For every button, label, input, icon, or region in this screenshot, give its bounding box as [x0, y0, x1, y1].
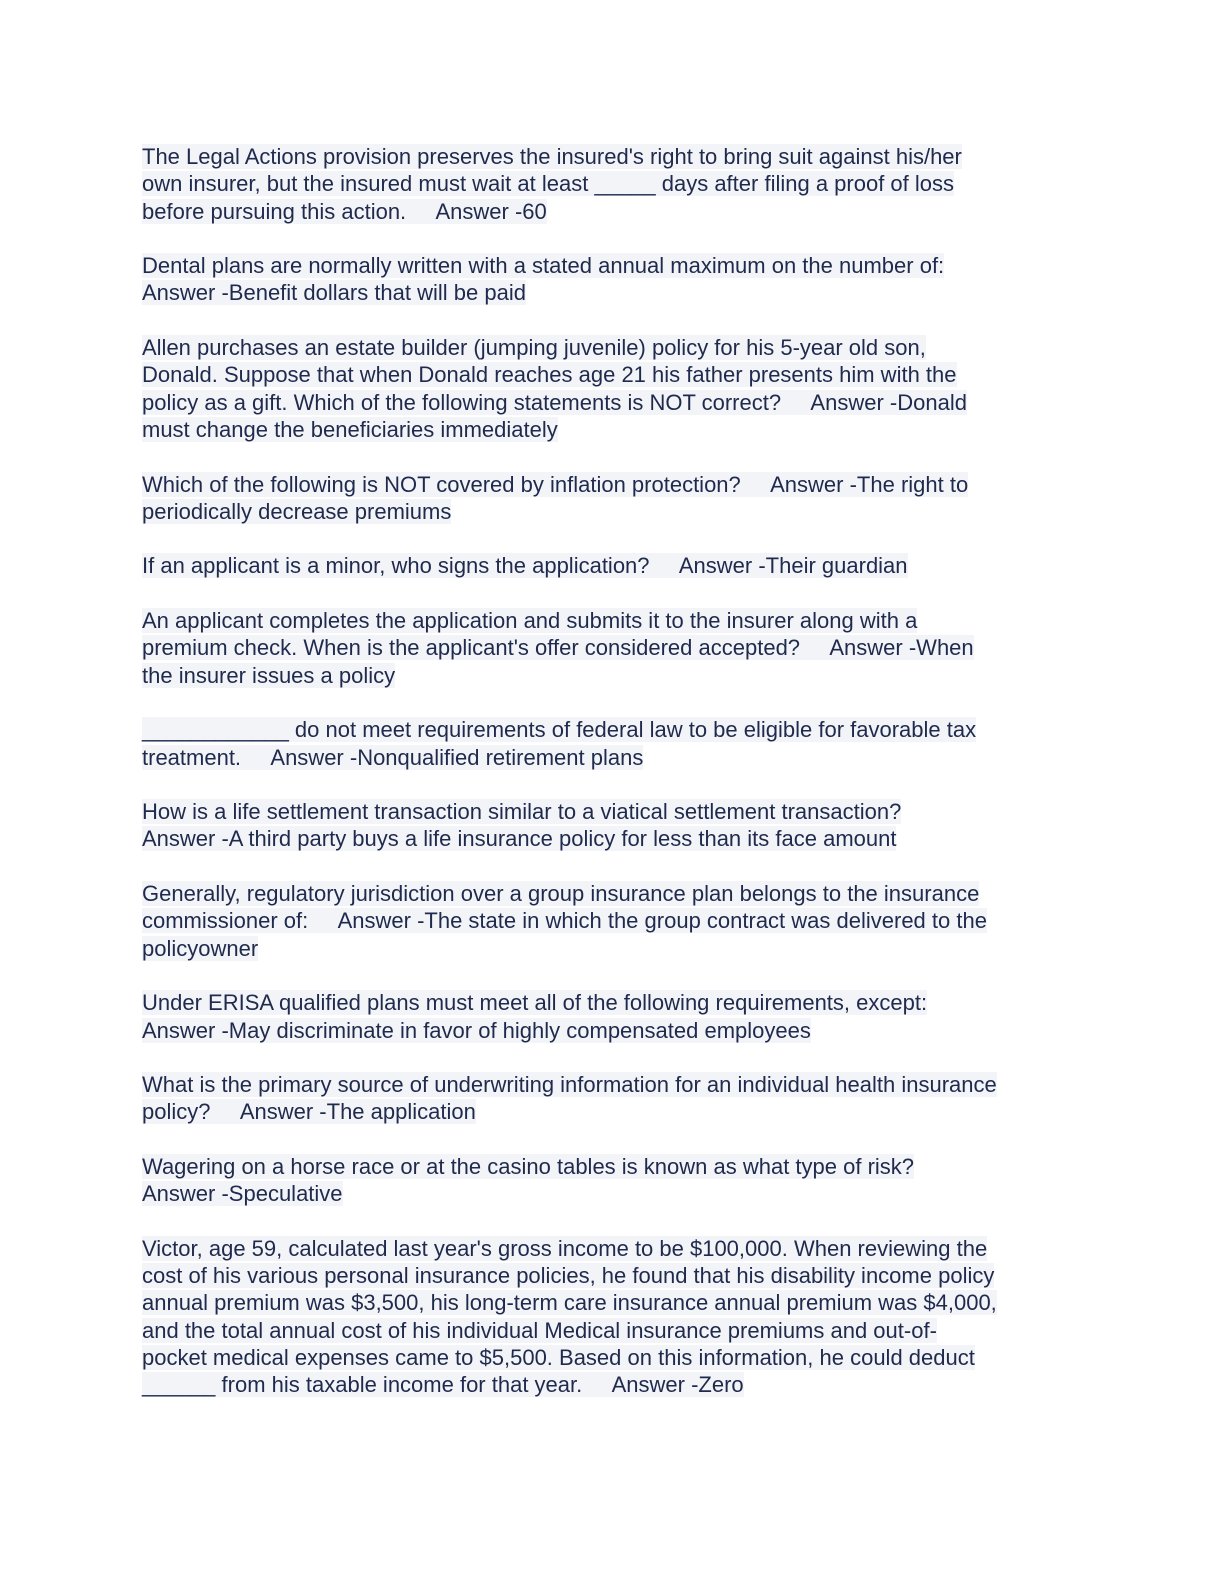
- qa-line: Generally, regulatory jurisdiction over a group insurance plan belongs to the insurance: [142, 881, 980, 907]
- qa-line: Dental plans are normally written with a stated annual maximum on the number of:: [142, 253, 945, 279]
- qa-line: Under ERISA qualified plans must meet all of the following requirements, except:: [142, 990, 928, 1016]
- qa-line: annual premium was $3,500, his long-term care insurance annual premium was $4,000,: [142, 1290, 997, 1316]
- qa-line: must change the beneficiaries immediately: [142, 416, 558, 442]
- qa-line: Answer -Benefit dollars that will be paid: [142, 280, 526, 306]
- qa-line: premium check. When is the applicant's offer considered accepted? Answer -When: [142, 635, 974, 661]
- qa-line: Answer -A third party buys a life insurance policy for less than its face amount: [142, 826, 897, 852]
- qa-item: [142, 1153, 1077, 1208]
- qa-line: ____________ do not meet requirements of federal law to be eligible for favorable tax: [142, 717, 977, 743]
- qa-line: Donald. Suppose that when Donald reaches age 21 his father presents him with the: [142, 362, 957, 388]
- qa-item: [142, 143, 1077, 225]
- qa-line: policy as a gift. Which of the following statements is NOT correct? Answer -Donald: [142, 389, 967, 415]
- qa-line: Wagering on a horse race or at the casino tables is known as what type of risk?: [142, 1153, 915, 1179]
- qa-item: [142, 880, 1077, 962]
- qa-item: [142, 798, 1077, 853]
- qa-line: The Legal Actions provision preserves the insured's right to bring suit against his/her: [142, 144, 962, 169]
- qa-item: [142, 716, 1077, 771]
- qa-line: Allen purchases an estate builder (jumping juvenile) policy for his 5-year old son,: [142, 335, 926, 361]
- qa-line: own insurer, but the insured must wait at least _____ days after filing a proof of loss: [142, 171, 955, 197]
- qa-line: An applicant completes the application and submits it to the insurer along with a: [142, 608, 918, 634]
- qa-item: [142, 1235, 1077, 1399]
- qa-line: Answer -Speculative: [142, 1181, 343, 1207]
- qa-item: [142, 607, 1077, 689]
- qa-line: and the total annual cost of his individual Medical insurance premiums and out-of-: [142, 1317, 937, 1343]
- qa-line: ______ from his taxable income for that year. Answer -Zero: [142, 1372, 744, 1398]
- qa-line: Victor, age 59, calculated last year's gross income to be $100,000. When reviewing the: [142, 1235, 988, 1261]
- qa-line: pocket medical expenses came to $5,500. Based on this information, he could deduct: [142, 1345, 975, 1371]
- qa-line: How is a life settlement transaction similar to a viatical settlement transaction?: [142, 799, 902, 825]
- qa-line: What is the primary source of underwriting information for an individual health insurance: [142, 1072, 997, 1098]
- qa-item: [142, 1071, 1077, 1126]
- qa-line: Answer -May discriminate in favor of highly compensated employees: [142, 1017, 811, 1043]
- qa-line: periodically decrease premiums: [142, 498, 452, 524]
- qa-line: commissioner of: Answer -The state in which the group contract was delivered to the: [142, 908, 987, 934]
- document-page: [142, 143, 1077, 1426]
- qa-item: [142, 471, 1077, 526]
- qa-item: [142, 252, 1077, 307]
- qa-item: [142, 989, 1077, 1044]
- qa-line: cost of his various personal insurance policies, he found that his disability income policy: [142, 1263, 995, 1289]
- qa-line: If an applicant is a minor, who signs the application? Answer -Their guardian: [142, 553, 908, 579]
- qa-line: Which of the following is NOT covered by inflation protection? Answer -The right to: [142, 471, 969, 497]
- qa-item: [142, 334, 1077, 443]
- qa-line: treatment. Answer -Nonqualified retirement plans: [142, 744, 644, 770]
- qa-item: [142, 552, 1077, 579]
- qa-line: before pursuing this action. Answer -60: [142, 198, 547, 224]
- qa-line: the insurer issues a policy: [142, 662, 396, 688]
- qa-line: policy? Answer -The application: [142, 1099, 476, 1125]
- qa-line: policyowner: [142, 935, 259, 961]
